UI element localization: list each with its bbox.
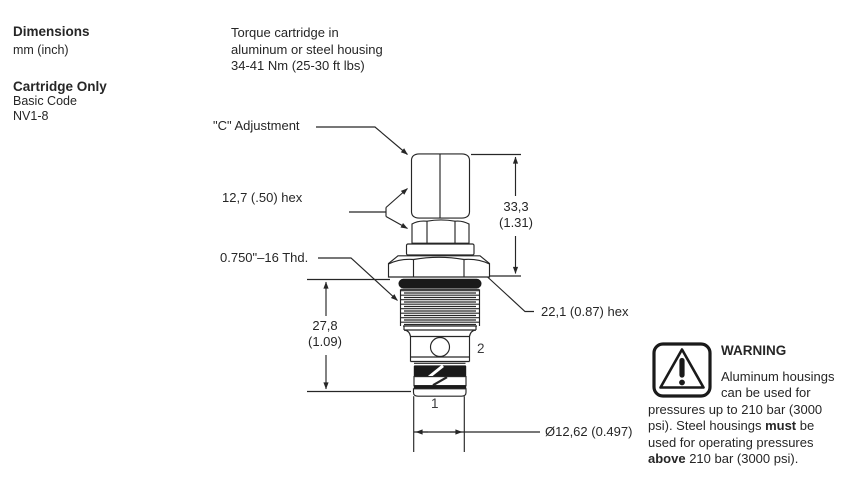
warning-block (648, 339, 864, 468)
torque-note-line3: 34-41 Nm (25-30 ft lbs) (231, 58, 365, 73)
callout-body-hex: 22,1 (0.87) hex (541, 304, 629, 319)
port-1-label: 1 (431, 396, 439, 411)
cartridge-title: Cartridge Only (13, 79, 107, 94)
valve-body (404, 326, 476, 362)
dim-overall-height-in: (1.31) (499, 215, 533, 230)
torque-note (231, 25, 383, 75)
leader-c-adjustment (316, 127, 408, 155)
dim-overall-height-mm: 33,3 (503, 199, 529, 214)
warning-line: used for operating pressures (648, 434, 814, 450)
port-window (431, 338, 450, 357)
o-ring (399, 279, 482, 289)
dimensions-title: Dimensions (13, 24, 90, 39)
dim-insert-depth-mm: 27,8 (312, 318, 338, 333)
warning-line: can be used for (721, 385, 811, 400)
callout-nose-diameter: Ø12,62 (0.497) (545, 424, 633, 439)
leader-body-hex (487, 277, 534, 312)
torque-note-line1: Torque cartridge in (231, 25, 339, 40)
valve-nose (414, 396, 465, 452)
warning-line: Aluminum housings (721, 368, 835, 384)
body-hex-nut (389, 256, 490, 277)
port-2-label: 2 (477, 341, 485, 356)
torque-note-line2: aluminum or steel housing (231, 41, 383, 57)
adjustment-knob-hex (412, 154, 470, 218)
basic-code-label: Basic Code (13, 94, 77, 108)
dimensions-units: mm (inch) (13, 43, 69, 57)
callout-thread: 0.750"–16 Thd. (220, 250, 309, 265)
warning-icon (652, 342, 712, 398)
callout-c-adjustment: "C" Adjustment (213, 118, 300, 133)
seal-ring-stack (414, 363, 467, 396)
warning-line: pressures up to 210 bar (3000 (648, 401, 823, 417)
thread-section (401, 289, 480, 326)
washer (407, 244, 475, 255)
model-code: NV1-8 (13, 109, 49, 123)
dim-text-insert-depth (297, 318, 353, 350)
locknut-hex (412, 220, 469, 243)
dim-text-overall-height (488, 199, 544, 231)
warning-line: psi). Steel housings must be (648, 418, 815, 433)
leader-adjust-hex (349, 189, 408, 229)
callout-adjust-hex: 12,7 (.50) hex (222, 190, 303, 205)
warning-line: above 210 bar (3000 psi). (648, 451, 799, 466)
dim-insert-depth-in: (1.09) (308, 334, 342, 349)
warning-title: WARNING (721, 343, 787, 358)
